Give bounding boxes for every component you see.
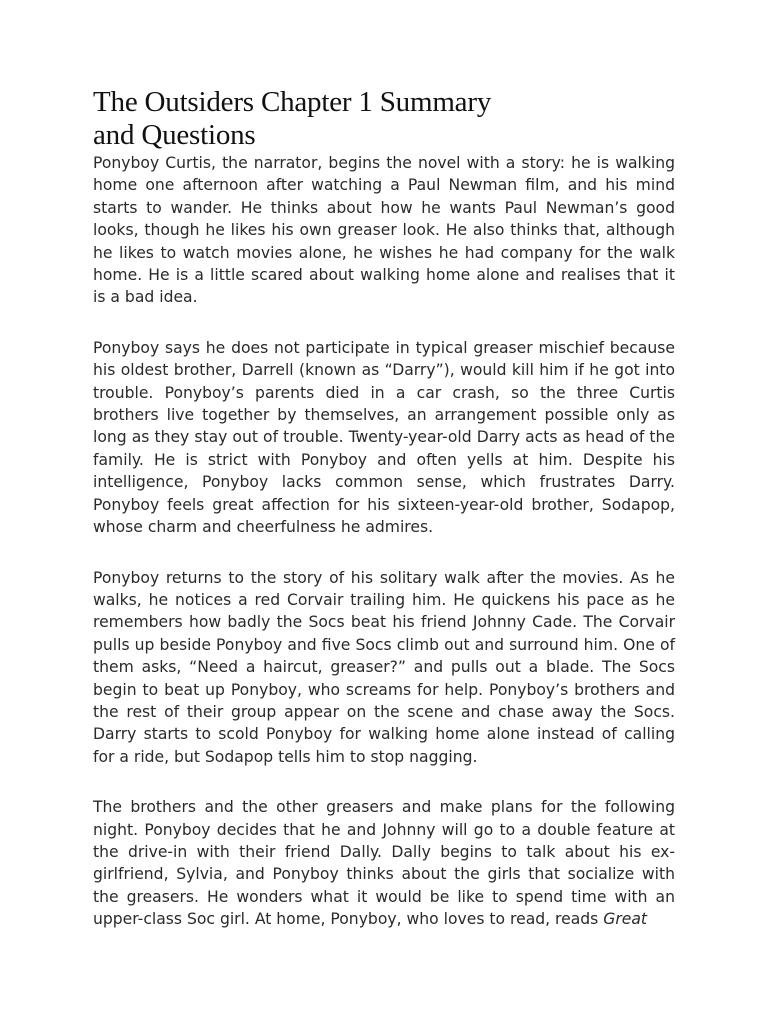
page-title <box>93 86 675 152</box>
title-line-1: The Outsiders Chapter 1 Summary <box>93 86 492 118</box>
title-line-2: and Questions <box>93 119 256 151</box>
paragraph-4-text: The brothers and the other greasers and make plans for the following night. Ponyboy decides that he and Johnny will go to a double feature at the drive-in with their friend Dally. Dally begins to talk about his ex-girlfriend, Sylvia, and Ponyboy thinks about the girls that socialize with the greasers. He wonders what it would be like to spend time with an upper-class Soc girl. At home, Ponyboy, who loves to read, reads <box>93 798 675 929</box>
document-page <box>93 86 675 959</box>
paragraph-2: Ponyboy says he does not participate in typical greaser mischief because his oldest brother, Darrell (known as “Darry”), would kill him if he got into trouble. Ponyboy’s parents died in a car crash, so the three Curtis brothers live together by themselves, an arrangement possible only as long as they stay out of trouble. Twenty-year-old Darry acts as head of the family. He is strict with Ponyboy and often yells at him. Despite his intelligence, Ponyboy lacks common sense, which frustrates Darry. Ponyboy feels great affection for his sixteen-year-old brother, Sodapop, whose charm and cheerfulness he admires. <box>93 338 675 537</box>
book-title-italic: Great <box>603 910 648 929</box>
paragraph-4 <box>93 796 675 930</box>
paragraph-3: Ponyboy returns to the story of his solitary walk after the movies. As he walks, he notices a red Corvair trailing him. He quickens his pace as he remembers how badly the Socs beat his friend Johnny Cade. The Corvair pulls up beside Ponyboy and five Socs climb out and surround him. One of them asks, “Need a haircut, greaser?” and pulls out a blade. The Socs begin to beat up Ponyboy, who screams for help. Ponyboy’s brothers and the rest of their group appear on the scene and chase away the Socs. Darry starts to scold Ponyboy for walking home alone instead of calling for a ride, but Sodapop tells him to stop nagging. <box>93 568 675 766</box>
paragraph-1: Ponyboy Curtis, the narrator, begins the novel with a story: he is walking home one afternoon after watching a Paul Newman film, and his mind starts to wander. He thinks about how he wants Paul Newman’s good looks, though he likes his own greaser look. He also thinks that, although he likes to watch movies alone, he wishes he had company for the walk home. He is a little scared about walking home alone and realises that it is a bad idea. <box>93 154 675 307</box>
